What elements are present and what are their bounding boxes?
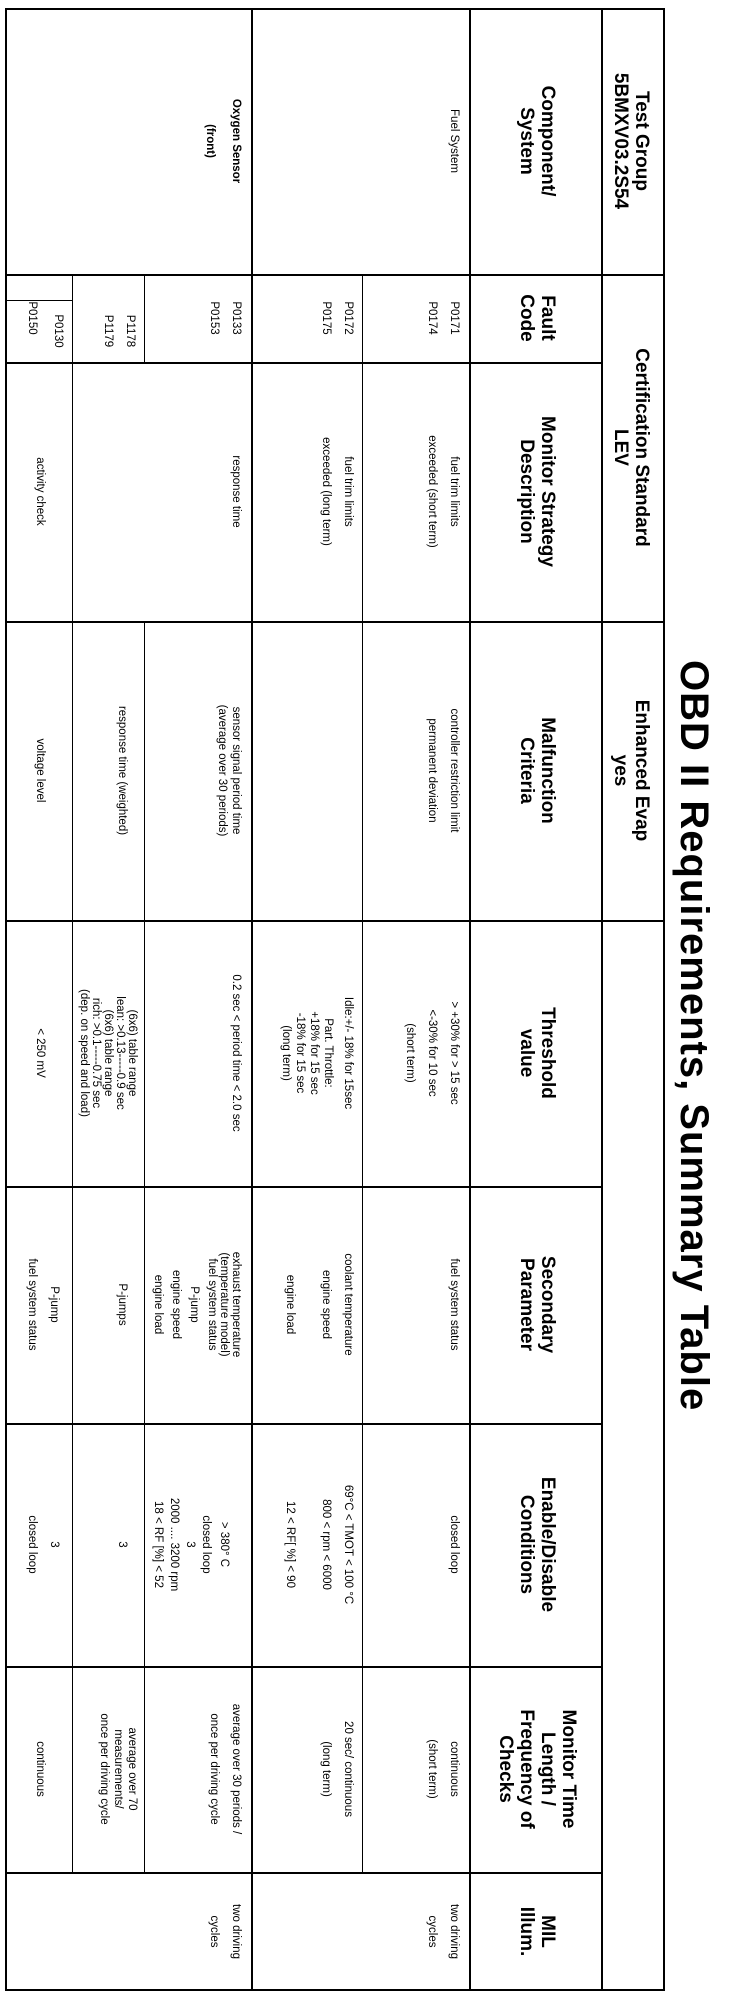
col-header-malfunction: Malfunction Criteria — [516, 717, 558, 824]
fuel-monitor-short-1: continuous — [448, 1741, 460, 1797]
fuel-secondary-short: fuel system status — [448, 1258, 460, 1351]
oxygen-secondary-a-1: exhaust temperature — [230, 1251, 242, 1358]
oxygen-threshold-b-5: (dep. on speed and load) — [78, 989, 90, 1117]
oxygen-secondary-a-3: fuel system status — [206, 1258, 218, 1351]
fuel-code-p0171: P0171 — [448, 301, 460, 335]
col-header-enable: Enable/Disable Conditions — [516, 1476, 558, 1613]
fuel-secondary-long-2: engine speed — [320, 1269, 332, 1340]
fuel-enable-short: closed loop — [448, 1515, 460, 1574]
test-group-label: Test Group — [631, 91, 652, 191]
oxygen-code-p1178: P1178 — [124, 314, 136, 348]
oxygen-enable-c-2: closed loop — [26, 1515, 38, 1574]
fuel-threshold-long-2: Part. Throttle: — [322, 1018, 334, 1088]
col-header-strategy: Monitor Strategy Description — [516, 416, 558, 567]
col-header-component: Component/ System — [516, 85, 558, 197]
oxygen-code-p0150: P0150 — [26, 301, 38, 335]
evap-label: Enhanced Evap — [631, 699, 652, 842]
oxygen-secondary-a-4: P-jump — [188, 1286, 200, 1323]
oxygen-code-p0130: P0130 — [52, 314, 64, 348]
fuel-subrow-divider — [362, 274, 363, 1872]
fuel-malfunction-2: permanent deviation — [426, 718, 438, 823]
fuel-enable-long-1: 69°C < TMOT < 100 °C — [342, 1484, 354, 1605]
fuel-threshold-long-3: +18% for 15 sec — [308, 1011, 320, 1095]
oxygen-enable-b: 3 — [116, 1541, 128, 1548]
oxygen-monitor-c: continuous — [34, 1741, 46, 1797]
fuel-system-component: Fuel System — [448, 109, 460, 173]
oxygen-divider-ab-malf — [144, 621, 145, 1872]
certification-value: LEV — [610, 429, 631, 466]
oxygen-enable-c-1: 3 — [48, 1541, 60, 1548]
fuel-enable-long-3: 12 < RF[ %] < 90 — [284, 1501, 296, 1588]
fuel-threshold-short-3: (short term) — [404, 1023, 416, 1083]
section-divider-fuel-oxygen — [251, 8, 253, 1991]
oxygen-secondary-c-2: fuel system status — [26, 1258, 38, 1351]
oxygen-malfunction-c: voltage level — [34, 738, 46, 803]
fuel-strategy-short-2: exceeded (short term) — [426, 435, 438, 548]
oxygen-monitor-b-3: once per driving cycle — [98, 1713, 110, 1825]
oxygen-threshold-b-1: (6x6) table range — [126, 1009, 138, 1097]
oxygen-enable-a-3: 3 — [184, 1541, 196, 1548]
evap-cell — [603, 621, 659, 920]
oxygen-component-2: (front) — [204, 124, 216, 158]
oxygen-code-p0153: P0153 — [208, 301, 220, 335]
oxygen-component-1: Oxygen Sensor — [230, 98, 242, 184]
fuel-code-p0175: P0175 — [320, 301, 332, 335]
oxygen-enable-a-5: 18 < RF [%] < 52 — [152, 1501, 164, 1588]
oxygen-code-p0133: P0133 — [230, 301, 242, 335]
col-header-secondary: Secondary Parameter — [516, 1255, 558, 1354]
oxygen-secondary-c-1: P-jump — [48, 1286, 60, 1323]
fuel-threshold-long-1: Idle:+/- 18% for 15sec — [342, 996, 354, 1110]
oxygen-code-p1179: P1179 — [102, 314, 114, 348]
oxygen-threshold-b-2: lean: >0.13-----0.9 sec — [114, 996, 126, 1110]
test-group-value: 5BMXV03.2S54 — [610, 72, 631, 210]
evap-value: yes — [610, 754, 631, 787]
oxygen-secondary-a-6: engine load — [152, 1274, 164, 1335]
fuel-monitor-long-2: (long term) — [320, 1741, 332, 1797]
fuel-strategy-long-1: fuel trim limits — [342, 456, 354, 527]
oxygen-divider-bc — [72, 274, 73, 1872]
oxygen-mil-2: cycles — [208, 1915, 220, 1948]
certification-label: Certification Standard — [631, 348, 652, 547]
oxygen-monitor-a-2: once per driving cycle — [208, 1713, 220, 1825]
fuel-code-p0172: P0172 — [342, 301, 354, 335]
fuel-mil-1: two driving — [448, 1904, 460, 1959]
fuel-code-p0174: P0174 — [426, 301, 438, 335]
fuel-strategy-long-2: exceeded (long term) — [320, 437, 332, 546]
fuel-enable-long-2: 800 < rpm < 6000 — [320, 1499, 332, 1590]
oxygen-secondary-a-5: engine speed — [170, 1269, 182, 1340]
col-header-monitor-time: Monitor Time Length / Frequency of Checks — [495, 1709, 579, 1829]
oxygen-enable-a-1: > 380° C — [218, 1521, 230, 1568]
fuel-malfunction-1: controller restriction limit — [448, 708, 460, 833]
oxygen-threshold-a: 0.2 sec < period time < 2.0 sec — [230, 974, 242, 1132]
fuel-strategy-short-1: fuel trim limits — [448, 456, 460, 527]
oxygen-strategy-activity: activity check — [34, 457, 46, 526]
oxygen-threshold-c: < 250 mV — [34, 1028, 46, 1078]
fuel-threshold-short-1: > +30% for > 15 sec — [448, 1001, 460, 1105]
fuel-threshold-long-5: (long term) — [280, 1025, 292, 1081]
oxygen-threshold-b-4: rich: >0.1-----0.75 sec — [90, 997, 102, 1109]
fuel-secondary-long-1: coolant temperature — [342, 1253, 354, 1356]
oxygen-mil-1: two driving — [230, 1904, 242, 1959]
oxygen-threshold-b-3: (6x6) table range — [102, 1009, 114, 1097]
oxygen-enable-a-4: 2000 .... 3200 rpm — [168, 1497, 180, 1592]
oxygen-enable-a-2: closed loop — [200, 1515, 212, 1574]
oxygen-malfunction-a-2: (average over 30 periods) — [216, 704, 228, 837]
top-band-sep-3 — [603, 920, 665, 922]
oxygen-malfunction-b: response time (weighted) — [116, 705, 128, 836]
oxygen-monitor-a-1: average over 30 periods / — [230, 1703, 242, 1835]
col-header-fault-code: Fault Code — [516, 294, 558, 342]
col-header-threshold: Threshold value — [516, 1007, 558, 1099]
fuel-monitor-long-1: 20 sec/ continuous — [342, 1721, 354, 1817]
oxygen-strategy-response: response time — [230, 455, 242, 528]
oxygen-divider-ab — [144, 274, 145, 362]
test-group-cell — [603, 8, 659, 274]
oxygen-monitor-b-1: average over 70 — [126, 1727, 138, 1811]
oxygen-monitor-b-2: measurements/ — [112, 1729, 124, 1809]
oxygen-malfunction-a-1: sensor signal period time — [230, 706, 242, 835]
fuel-secondary-long-3: engine load — [284, 1274, 296, 1335]
oxygen-secondary-a-2: (temperature model) — [218, 1252, 230, 1357]
fuel-threshold-short-2: <-30% for 10 sec — [426, 1009, 438, 1097]
fuel-monitor-short-2: (short term) — [426, 1739, 438, 1799]
fuel-mil-2: cycles — [426, 1915, 438, 1948]
col-header-mil: MIL Illum. — [516, 1906, 558, 1957]
oxygen-secondary-b: P-jumps — [116, 1283, 128, 1326]
page-title: OBD II Requirements, Summary Table — [672, 660, 716, 1412]
fuel-threshold-long-4: -18% for 15 sec — [294, 1012, 306, 1094]
certification-cell — [603, 274, 659, 621]
